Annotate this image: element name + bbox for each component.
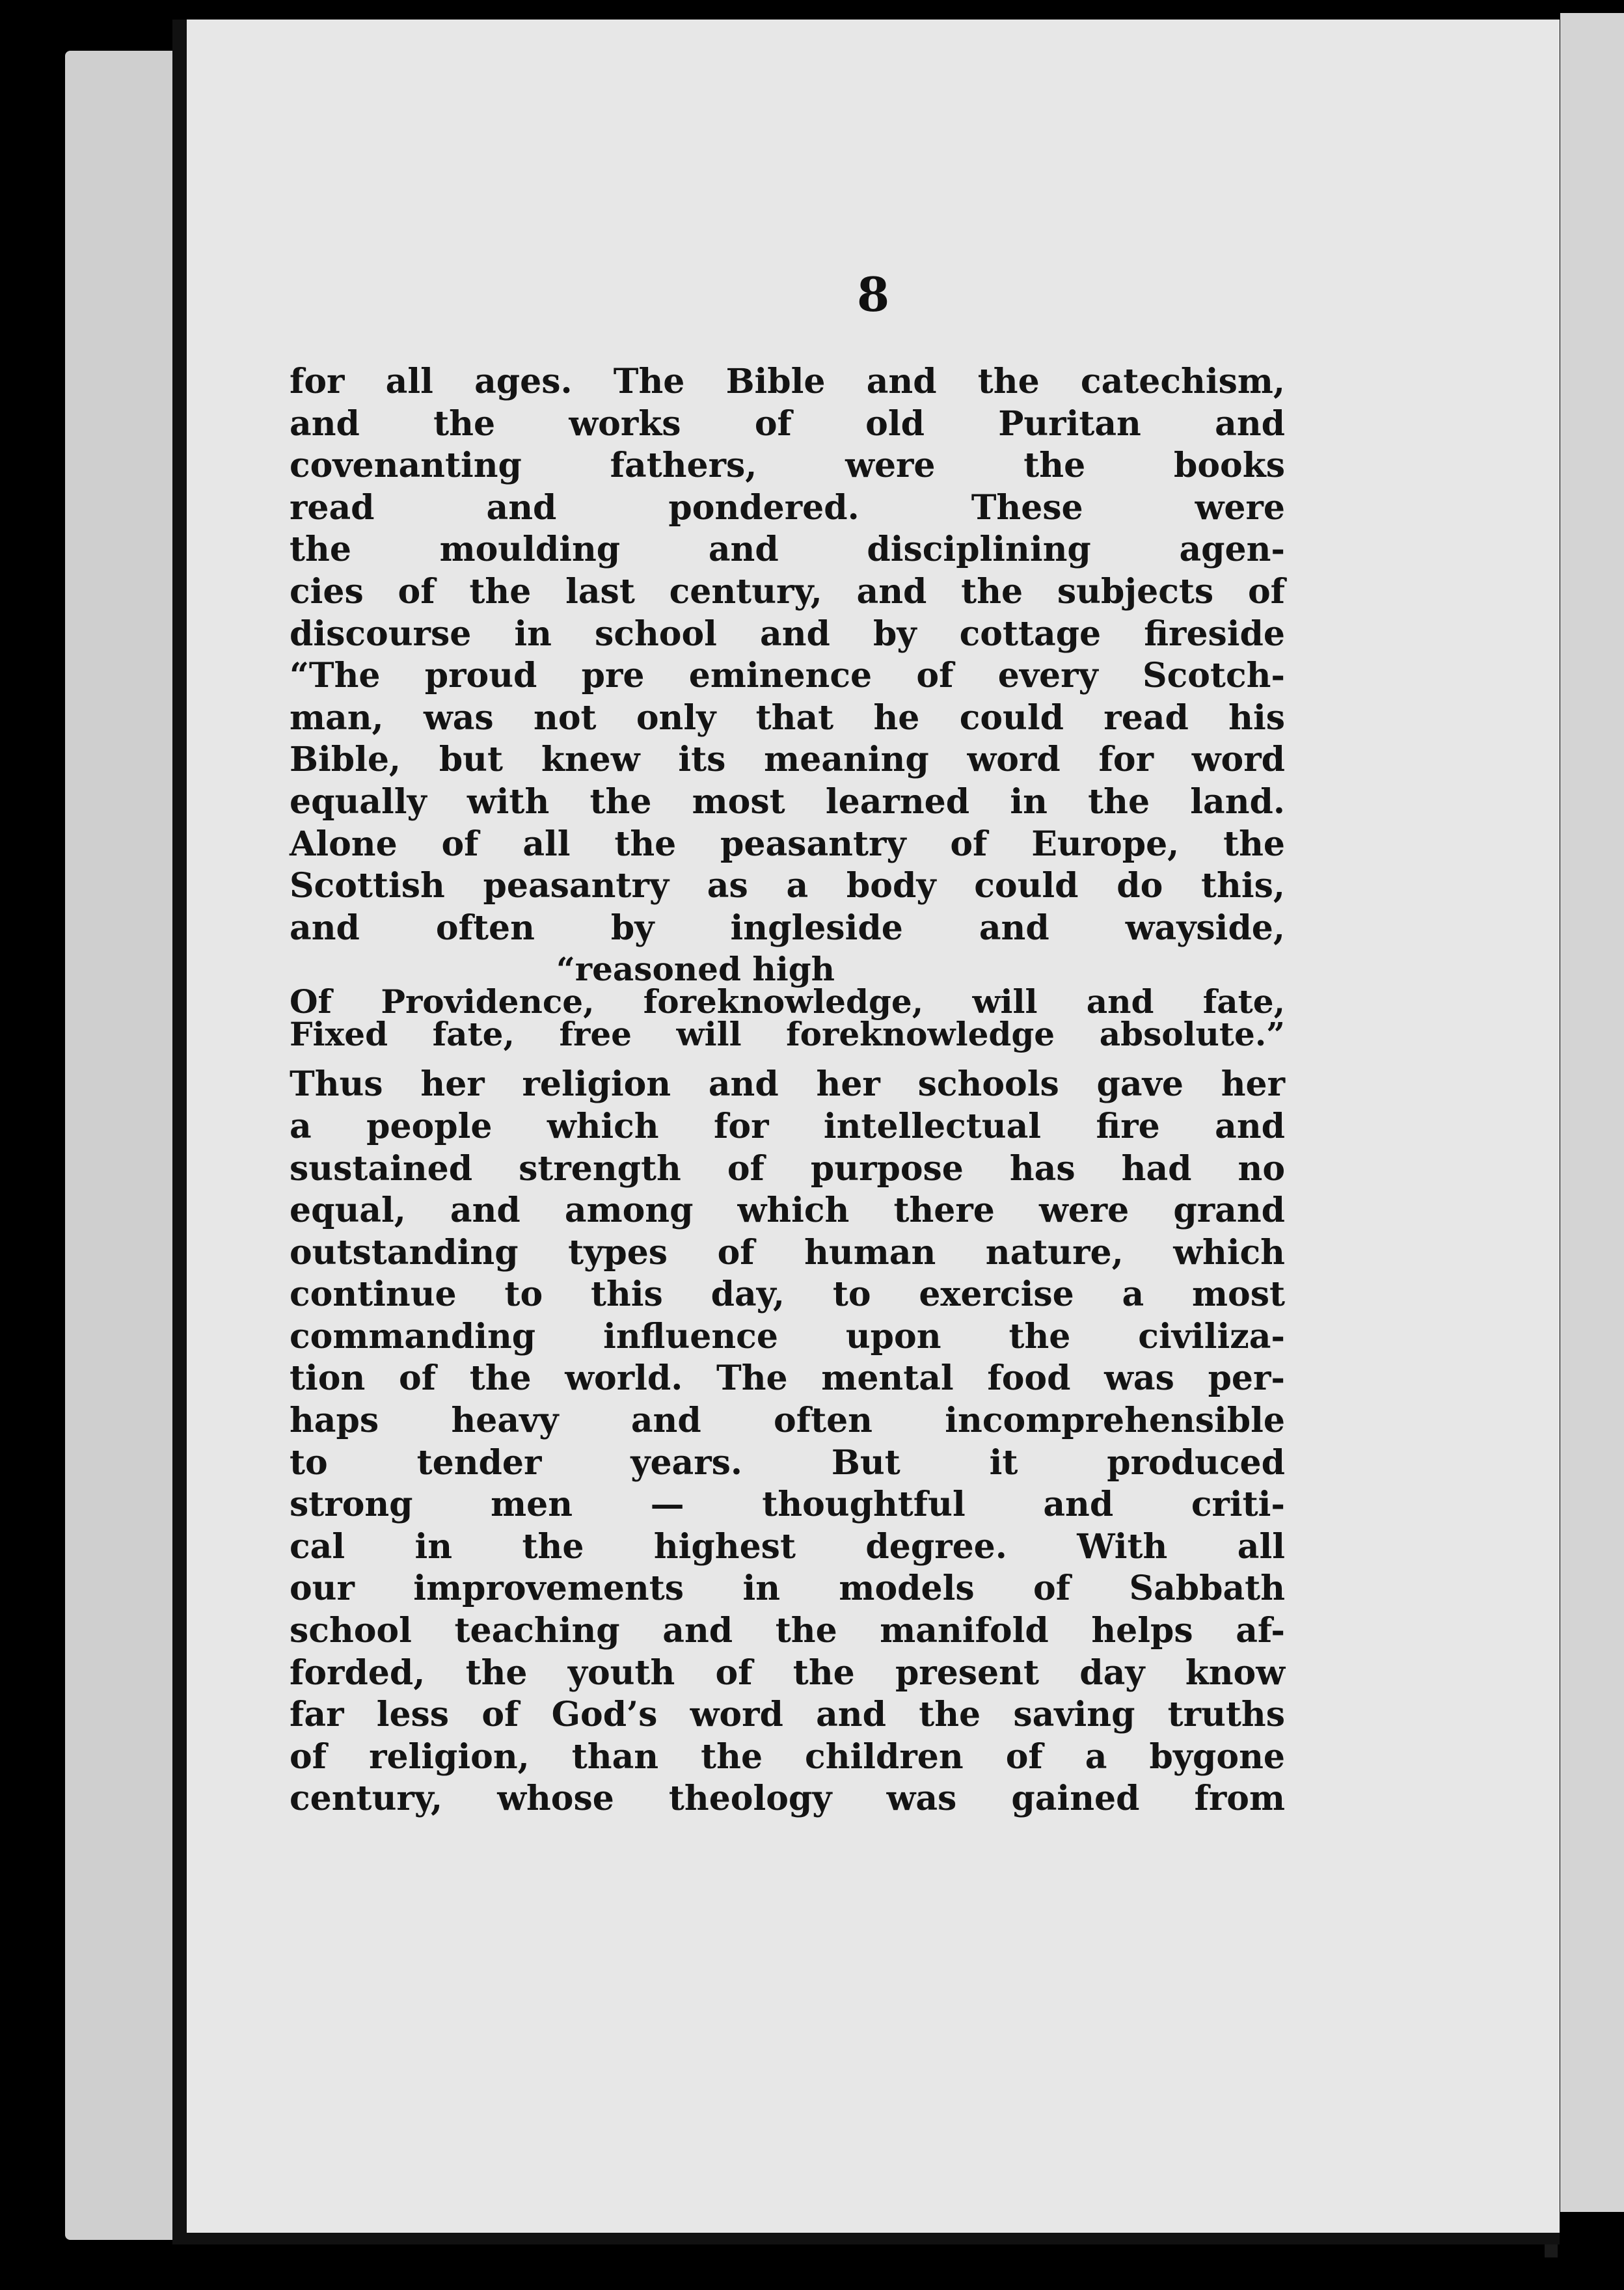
back-page-edge: [65, 51, 182, 2240]
text-line: and the works of old Puritan and: [290, 403, 1285, 444]
page-number: 8: [856, 267, 890, 322]
facing-page-edge: [1560, 13, 1624, 2212]
text-line: man, was not only that he could read his: [290, 697, 1285, 738]
text-line: Scottish peasantry as a body could do this,: [290, 866, 1285, 906]
text-line: haps heavy and often incomprehensible: [290, 1401, 1285, 1441]
text-line: far less of God’s word and the saving truths: [290, 1695, 1285, 1735]
text-line: a people which for intellectual fire and: [290, 1106, 1285, 1146]
text-line: outstanding types of human nature, which: [290, 1232, 1285, 1273]
page-text: [290, 361, 1285, 1820]
verse-quotation: [290, 950, 1285, 1054]
text-line: school teaching and the manifold helps af-: [290, 1611, 1285, 1651]
text-line: cal in the highest degree. With all: [290, 1526, 1285, 1567]
text-line: strong men — thoughtful and criti-: [290, 1485, 1285, 1525]
text-line: for all ages. The Bible and the catechism,: [290, 362, 1285, 401]
quote-line: “reasoned high: [556, 950, 835, 989]
text-line: to tender years. But it produced: [290, 1442, 1285, 1483]
text-line: discourse in school and by cottage fireside: [290, 613, 1285, 654]
text-line: the moulding and disciplining agen-: [290, 530, 1285, 570]
text-line: commanding influence upon the civiliza-: [290, 1316, 1285, 1356]
text-line: equally with the most learned in the land.: [290, 781, 1285, 822]
text-line: Thus her religion and her schools gave her: [290, 1064, 1285, 1105]
text-line: and often by ingleside and wayside,: [290, 908, 1285, 948]
quote-line: Fixed fate, free will foreknowledge absolute.”: [290, 1015, 1285, 1054]
text-line: Alone of all the peasantry of Europe, the: [290, 824, 1285, 864]
text-line: century, whose theology was gained from: [290, 1779, 1285, 1819]
paragraph-1: [290, 361, 1285, 949]
quote-line: Of Providence, foreknowledge, will and fate,: [290, 982, 1285, 1021]
text-line: equal, and among which there were grand: [290, 1191, 1285, 1231]
text-line: “The proud pre eminence of every Scotch-: [290, 656, 1285, 696]
text-line: cies of the last century, and the subjects of: [290, 571, 1285, 612]
text-line: Bible, but knew its meaning word for word: [290, 740, 1285, 780]
paragraph-2: [290, 1064, 1285, 1820]
text-line: covenanting fathers, were the books: [290, 446, 1285, 486]
text-line: of religion, than the children of a bygone: [290, 1736, 1285, 1777]
text-line: read and pondered. These were: [290, 487, 1285, 528]
text-line: continue to this day, to exercise a most: [290, 1274, 1285, 1315]
text-line: tion of the world. The mental food was per-: [290, 1358, 1285, 1399]
text-line: our improvements in models of Sabbath: [290, 1569, 1285, 1609]
text-line: forded, the youth of the present day know: [290, 1652, 1285, 1693]
text-line: sustained strength of purpose has had no: [290, 1148, 1285, 1189]
